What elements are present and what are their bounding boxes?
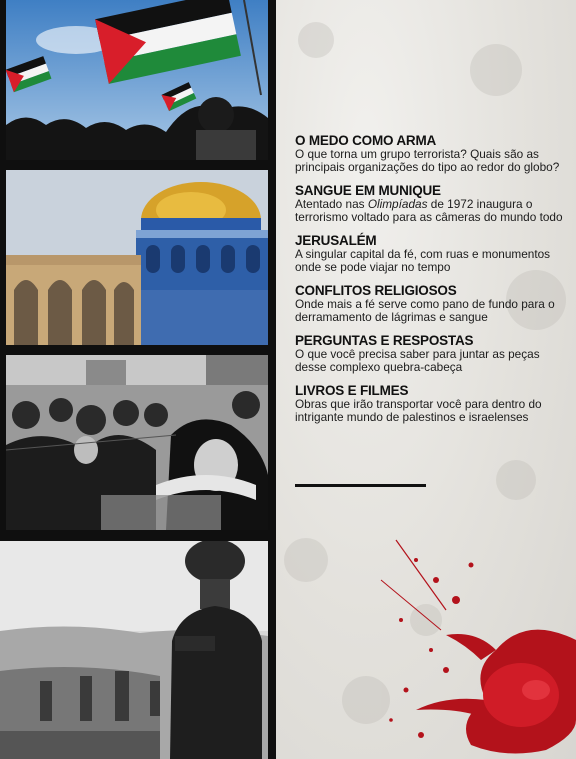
toc-item[interactable] [295, 383, 565, 424]
toc-item[interactable] [295, 233, 565, 274]
toc-item-title: JERUSALÉM [295, 233, 377, 248]
toc-item-title: O MEDO COMO ARMA [295, 133, 437, 148]
toc-item-title: LIVROS E FILMES [295, 383, 409, 398]
contents-panel [276, 0, 576, 759]
blood-splatter-graphic [376, 520, 576, 759]
section-divider [295, 484, 426, 487]
toc-desc-part: de 1972 inaugura o terrorismo voltado para as câmeras do mundo todo [295, 197, 563, 224]
toc-item-description: Onde mais a fé serve como pano de fundo para o derramamento de lágrimas e sangue [295, 297, 555, 324]
toc-item-title: CONFLITOS RELIGIOSOS [295, 283, 457, 298]
toc-desc-emphasis: Olimpíadas [367, 197, 428, 211]
mourning-women-photo [6, 355, 268, 530]
toc-item[interactable] [295, 133, 565, 174]
table-of-contents [295, 133, 565, 433]
toc-desc-part: Atentado nas [295, 197, 368, 211]
toc-item-description: O que torna um grupo terrorista? Quais são as principais organizações do tipo ao redor do globo? [295, 147, 560, 174]
flags-crowd-photo [6, 0, 268, 160]
toc-item[interactable] [295, 333, 565, 374]
toc-item[interactable] [295, 283, 565, 324]
toc-item-description: O que você precisa saber para juntar as peças desse complexo quebra-cabeça [295, 347, 540, 374]
toc-item-description: Obras que irão transportar você para dentro do intrigante mundo de palestinos e israelenses [295, 397, 542, 424]
toc-item[interactable] [295, 183, 565, 224]
photo-column [0, 0, 276, 759]
toc-item-description: A singular capital da fé, com ruas e monumentos onde se pode viajar no tempo [295, 247, 551, 274]
dome-of-the-rock-photo [6, 170, 268, 345]
toc-item-description [295, 198, 565, 224]
toc-item-title: SANGUE EM MUNIQUE [295, 183, 441, 198]
soldier-photo [0, 541, 268, 759]
toc-item-title: PERGUNTAS E RESPOSTAS [295, 333, 474, 348]
